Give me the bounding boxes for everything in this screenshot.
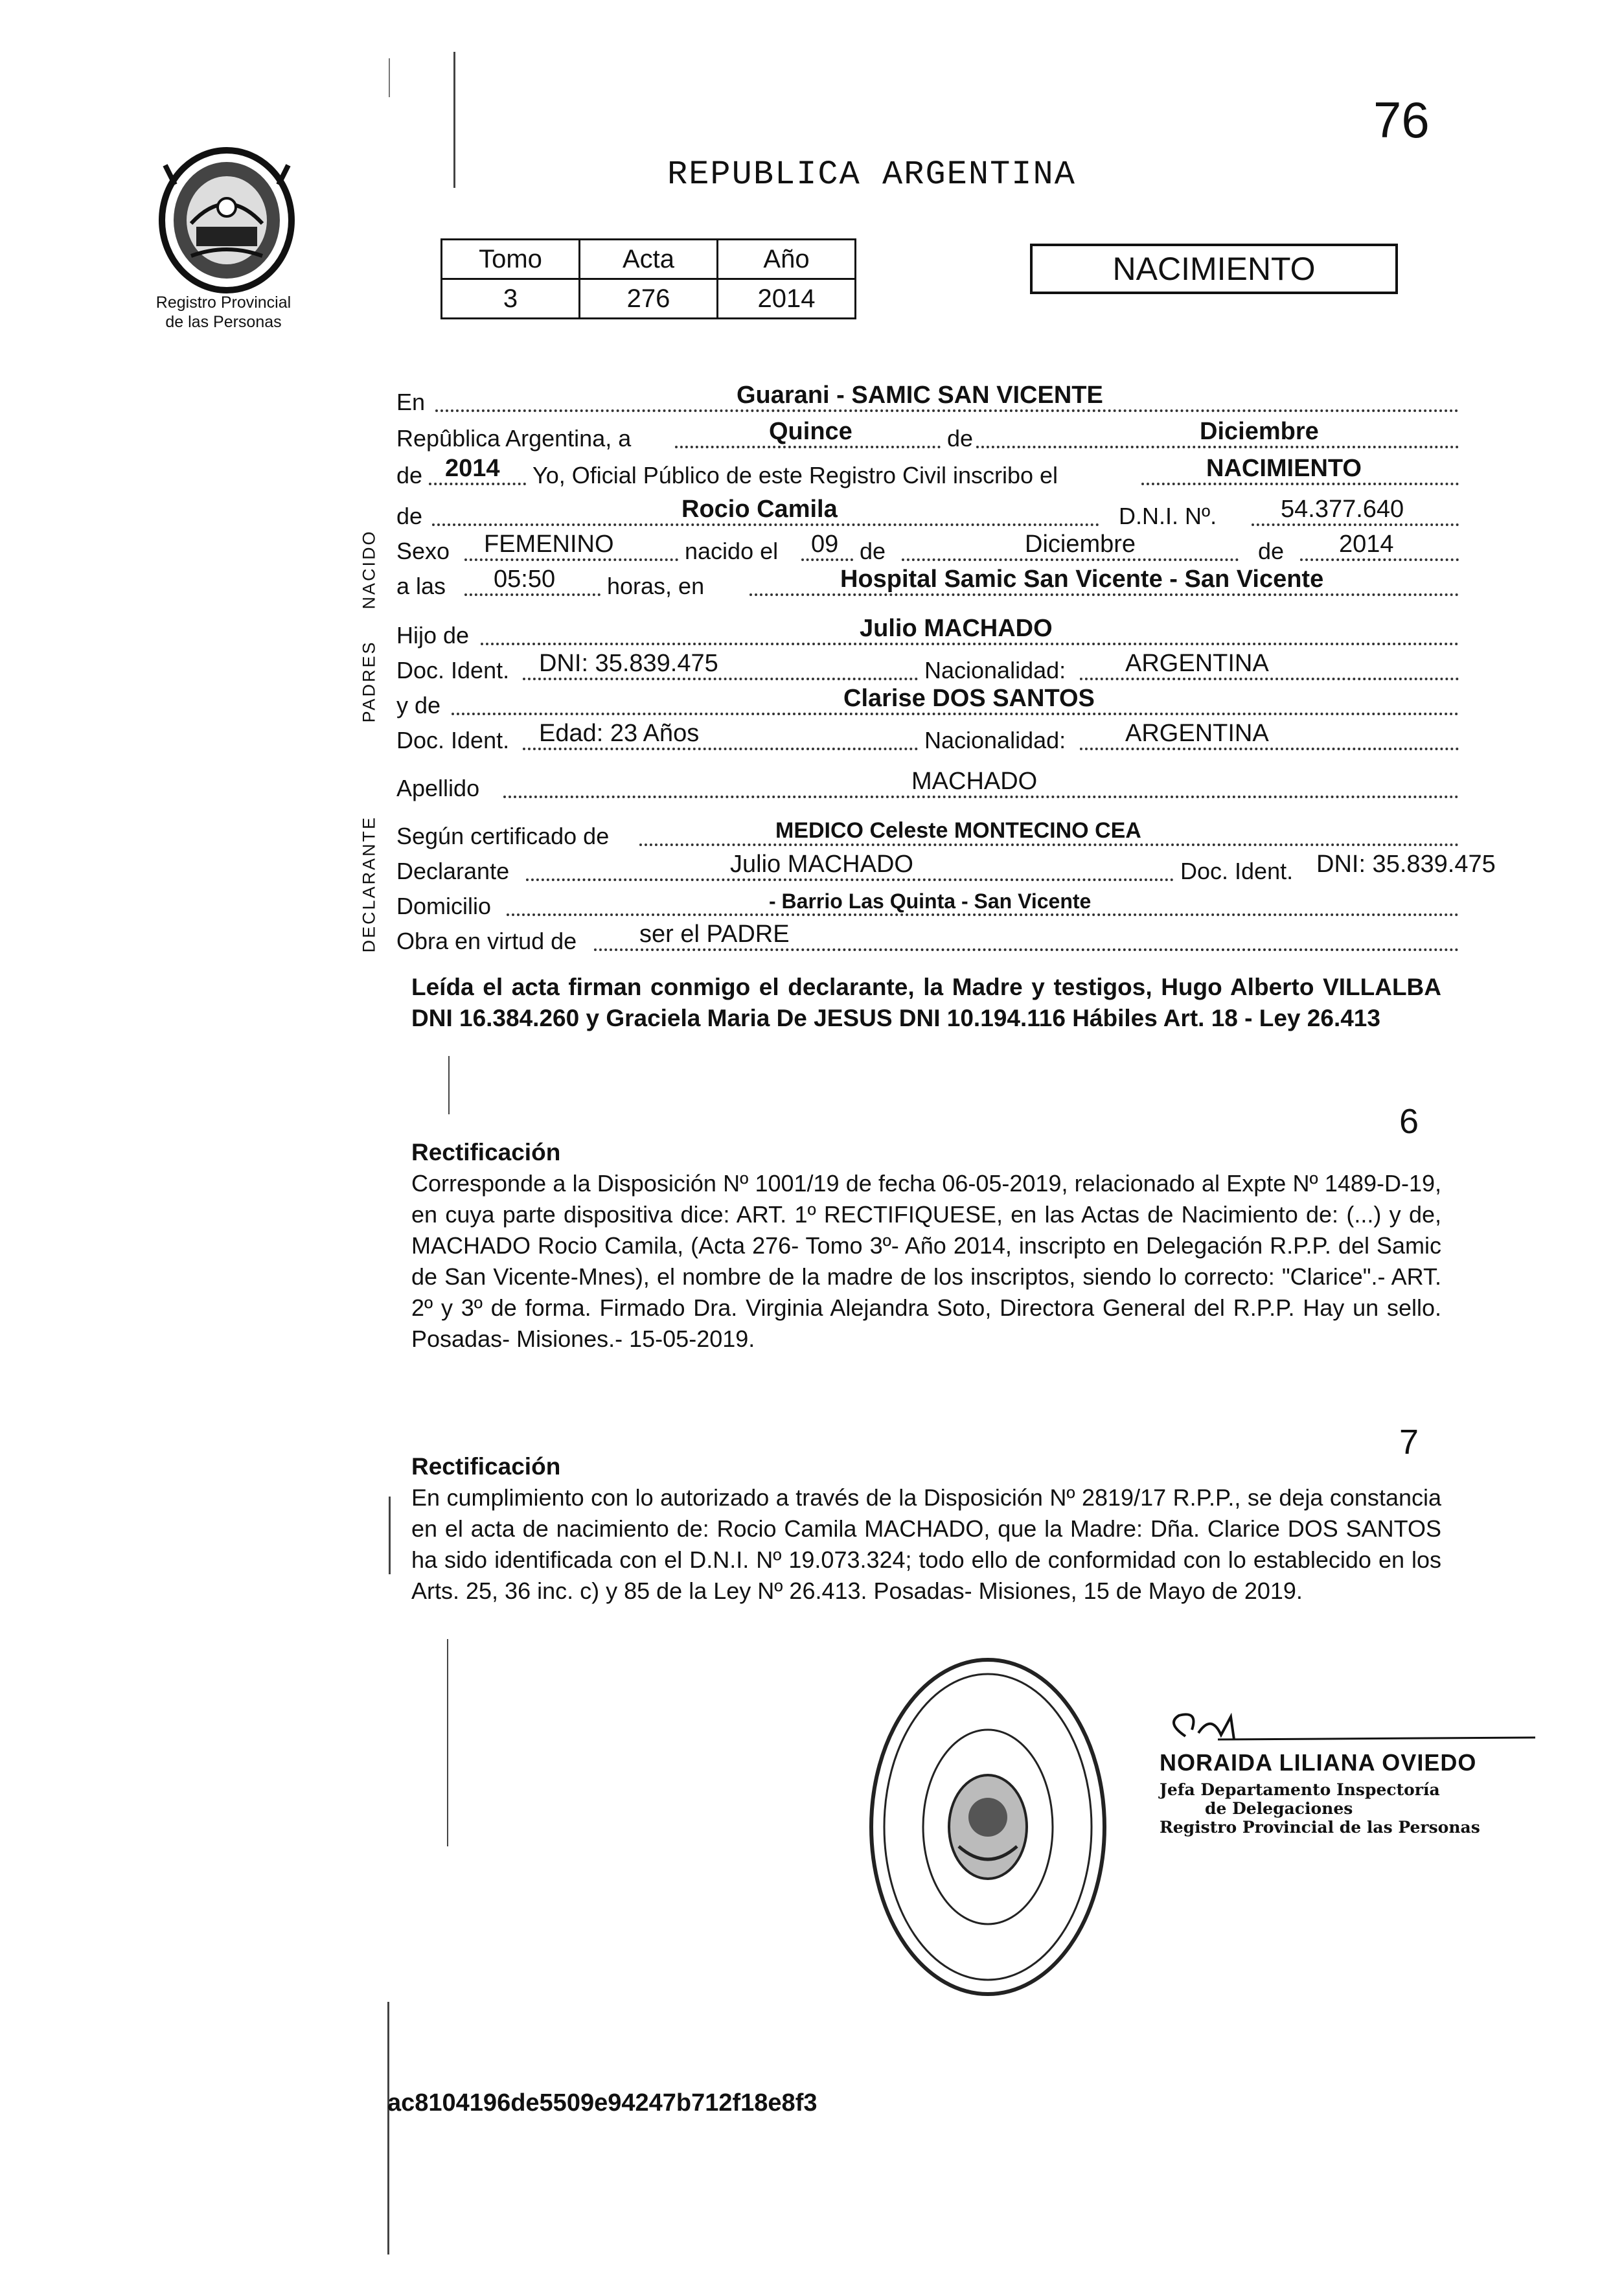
value-birth-place: Hospital Samic San Vicente - San Vicente [840, 566, 1324, 593]
rectification-heading: Rectificación [411, 1453, 561, 1480]
form-row-time [396, 568, 1459, 600]
value-apellido: MACHADO [911, 768, 1038, 795]
form-row-father-doc [396, 652, 1459, 684]
signatory-title-line: Jefa Departamento Inspectoría [1160, 1780, 1440, 1799]
value-mother-nac: ARGENTINA [1125, 720, 1269, 747]
label-dni: D.N.I. Nº. [1119, 503, 1217, 529]
value-certificado: MEDICO Celeste MONTECINO CEA [775, 818, 1141, 843]
label-inscribo: Yo, Oficial Público de este Registro Civil inscribo el [532, 462, 1058, 488]
scan-line [447, 1639, 448, 1846]
rectification-text: Corresponde a la Disposición Nº 1001/19 de fecha 06-05-2019, relacionado al Expte Nº 1489-D-19, en cuya parte dispositiva dice: ART. 1º RECTIFIQUESE, en las Actas de Nacimiento de: (...) y de, MACHADO Rocio Camila, (Acta 276- Tomo 3º- Año 2014, inscripto en Delegación R.P.P. del Samic de San Vicente-Mnes), el nombre de la madre de los inscriptos, siendo lo correcto: "Clarice".- ART. 2º y 3º de forma. Firmado Dra. Virginia Alejandra Soto, Directora General del R.P.P. Hay un sello. Posadas- Misiones.- 15-05-2019. [411, 1170, 1441, 1352]
label-birth-de: de [860, 538, 886, 564]
label-apellido: Apellido [396, 775, 480, 801]
side-label-nacido: NACIDO [359, 529, 379, 610]
label-year-de: de [396, 462, 423, 488]
label-sexo: Sexo [396, 538, 450, 564]
closing-statement [411, 972, 1441, 1034]
value-place: Guarani - SAMIC SAN VICENTE [737, 382, 1103, 409]
closing-text: Leída el acta firman conmigo el declarante, la Madre y testigos, Hugo Alberto VILLALBA DNI 16.384.260 y Graciela Maria De JESUS DNI 10.194.116 Hábiles Art. 18 - Ley 26.413 [411, 974, 1441, 1031]
label-segun: Según certificado de [396, 823, 610, 849]
value-birth-day: 09 [811, 531, 839, 558]
form-row-year [396, 457, 1459, 489]
value-domicilio: - Barrio Las Quinta - San Vicente [769, 889, 1092, 913]
label-name-de: de [396, 503, 423, 529]
value-dni: 54.377.640 [1281, 496, 1404, 523]
registry-name [110, 293, 337, 332]
value-sexo: FEMENINO [484, 531, 614, 558]
label-doc: Doc. Ident. [396, 657, 510, 683]
scan-line [389, 1497, 391, 1574]
label-decl-doc: Doc. Ident. [1180, 858, 1294, 884]
signatory-title [1160, 1780, 1480, 1837]
document-hash: ac8104196de5509e94247b712f18e8f3 [387, 2089, 818, 2117]
value-month: Diciembre [1200, 418, 1319, 445]
value-day: Quince [769, 418, 852, 445]
value-birth-month: Diciembre [1025, 531, 1136, 558]
value-year: 2014 [445, 455, 500, 482]
label-nacionalidad2: Nacionalidad: [924, 727, 1066, 753]
label-alas: a las [396, 573, 446, 599]
form-row-place [396, 384, 1459, 416]
label-en: En [396, 389, 426, 415]
label-yde: y de [396, 692, 441, 718]
form-row-mother-doc [396, 722, 1459, 754]
label-hijo: Hijo de [396, 622, 470, 648]
table-cell-tomo: 3 [442, 279, 580, 319]
form-row-mother [396, 687, 1459, 719]
registry-line: Registro Provincial [155, 293, 292, 312]
signatory-title-line: Registro Provincial de las Personas [1160, 1818, 1480, 1837]
rectification-text: En cumplimiento con lo autorizado a través de la Disposición Nº 2819/17 R.P.P., se deja constancia en el acta de nacimiento de: Rocio Camila MACHADO, que la Madre: Dña. Clarice DOS SANTOS ha sido identificada con el D.N.I. Nº 19.073.324; todo ello de conformidad con lo establecido en los Arts. 25, 36 inc. c) y 85 de la Ley Nº 26.413. Posadas- Misiones, 15 de Mayo de 2019. [411, 1484, 1441, 1604]
record-type-box: NACIMIENTO [1030, 244, 1398, 294]
form-row-domicilio [396, 888, 1459, 920]
page-number: 76 [1373, 91, 1430, 148]
value-father-doc: DNI: 35.839.475 [539, 650, 718, 677]
label-declarante: Declarante [396, 858, 510, 884]
form-row-date [396, 420, 1459, 452]
label-de: de [947, 425, 974, 452]
scan-line [453, 52, 455, 188]
value-declarante: Julio MACHADO [730, 851, 913, 878]
province-emblem-logo [152, 146, 301, 295]
value-mother-doc: Edad: 23 Años [539, 720, 700, 747]
registry-line: de las Personas [165, 313, 282, 331]
value-obra: ser el PADRE [639, 921, 790, 948]
side-label-declarante: DECLARANTE [359, 815, 379, 953]
label-horas: horas, en [607, 573, 705, 599]
label-republica: Repûblica Argentina, a [396, 425, 632, 452]
value-birth-year: 2014 [1339, 531, 1394, 558]
label-birth-de2: de [1258, 538, 1285, 564]
rectification-number: 7 [1399, 1423, 1419, 1462]
value-father-nac: ARGENTINA [1125, 650, 1269, 677]
table-cell-ano: 2014 [718, 279, 856, 319]
label-nacido: nacido el [685, 538, 779, 564]
value-act: NACIMIENTO [1206, 455, 1362, 482]
label-domicilio: Domicilio [396, 893, 492, 919]
value-name: Rocio Camila [681, 496, 838, 523]
form-row-declarante [396, 851, 1496, 885]
signatory-title-line: de Delegaciones [1205, 1799, 1353, 1818]
form-row-certificado [396, 818, 1459, 850]
label-obra: Obra en virtud de [396, 928, 577, 954]
official-stamp [862, 1652, 1114, 2002]
scan-line [387, 2002, 389, 2255]
rectification-heading: Rectificación [411, 1139, 561, 1165]
side-label-padres: PADRES [359, 640, 379, 723]
label-doc2: Doc. Ident. [396, 727, 510, 753]
table-cell-acta: 276 [580, 279, 718, 319]
signatory-name: NORAIDA LILIANA OVIEDO [1160, 1749, 1477, 1776]
form-row-apellido [396, 770, 1459, 802]
form-row-obra [396, 923, 1459, 955]
form-row-name [396, 498, 1459, 530]
form-row-father [396, 617, 1459, 649]
rectification-block [411, 1451, 1441, 1607]
record-table [440, 238, 856, 319]
rectification-number: 6 [1399, 1102, 1419, 1141]
page-title: REPUBLICA ARGENTINA [667, 155, 1076, 194]
value-time: 05:50 [494, 566, 556, 593]
value-father: Julio MACHADO [860, 615, 1053, 642]
rectification-block [411, 1137, 1441, 1355]
table-header-tomo: Tomo [442, 240, 580, 279]
table-header-ano: Año [718, 240, 856, 279]
value-mother: Clarise DOS SANTOS [843, 685, 1095, 712]
table-header-acta: Acta [580, 240, 718, 279]
form-row-sexo [396, 533, 1459, 565]
label-nacionalidad: Nacionalidad: [924, 657, 1066, 683]
value-decl-doc: DNI: 35.839.475 [1316, 851, 1496, 878]
scan-line [448, 1056, 450, 1114]
scan-line [389, 58, 390, 97]
